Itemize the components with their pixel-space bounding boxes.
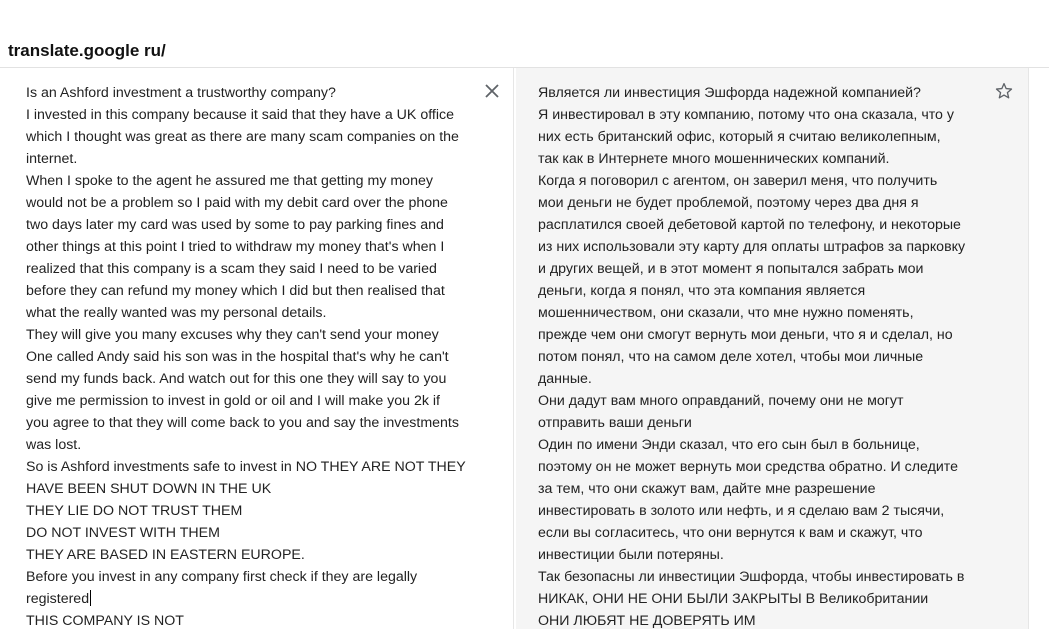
source-line-text: give me permission to invest in gold or oil and I will make you 2k if bbox=[26, 393, 440, 409]
translation-line bbox=[538, 192, 965, 214]
source-line bbox=[26, 104, 466, 126]
translation-line bbox=[538, 478, 965, 500]
source-line-text: They will give you many excuses why they can't send your money bbox=[26, 327, 439, 343]
star-outline-icon[interactable] bbox=[994, 81, 1014, 101]
translation-line-text: НИКАК, ОНИ НЕ ОНИ БЫЛИ ЗАКРЫТЫ В Великобритании bbox=[538, 591, 929, 607]
scrollbar-track[interactable] bbox=[1028, 68, 1049, 629]
translation-line-text: расплатился своей дебетовой картой по телефону, и некоторые bbox=[538, 217, 961, 233]
translation-line bbox=[538, 500, 965, 522]
translation-line-text: отправить ваши деньги bbox=[538, 415, 692, 431]
source-line bbox=[26, 390, 466, 412]
translation-panel bbox=[516, 68, 1028, 629]
source-line bbox=[26, 302, 466, 324]
source-line-text: DO NOT INVEST WITH THEM bbox=[26, 525, 220, 541]
translation-line bbox=[538, 280, 965, 302]
source-line-text: THEY LIE DO NOT TRUST THEM bbox=[26, 503, 243, 519]
source-line-text: send my funds back. And watch out for this one they will say to you bbox=[26, 371, 447, 387]
source-line-text: Before you invest in any company first check if they are legally bbox=[26, 569, 418, 585]
source-line-text: was lost. bbox=[26, 437, 82, 453]
source-line bbox=[26, 214, 466, 236]
translation-line-text: мои деньги не будет проблемой, поэтому через два дня я bbox=[538, 195, 919, 211]
translate-panels bbox=[0, 67, 1049, 629]
source-line-text: registered bbox=[26, 591, 90, 607]
source-line-text: So is Ashford investments safe to invest in NO THEY ARE NOT THEY bbox=[26, 459, 466, 475]
source-line bbox=[26, 456, 466, 478]
translation-line-text: за тем, что они скажут вам, дайте мне разрешение bbox=[538, 481, 876, 497]
translation-line bbox=[538, 104, 965, 126]
translation-line bbox=[538, 434, 965, 456]
source-line bbox=[26, 566, 466, 588]
translation-line bbox=[538, 566, 965, 588]
translation-line bbox=[538, 346, 965, 368]
translation-line-text: них есть британский офис, который я считаю великолепным, bbox=[538, 129, 941, 145]
source-line-text: two days later my card was used by some to pay parking fines and bbox=[26, 217, 444, 233]
translation-line-text: и других вещей, и в этот момент я попытался забрать мои bbox=[538, 261, 924, 277]
source-text[interactable] bbox=[26, 82, 466, 632]
source-line bbox=[26, 324, 466, 346]
translation-line bbox=[538, 148, 965, 170]
source-line-text: THEY ARE BASED IN EASTERN EUROPE. bbox=[26, 547, 305, 563]
close-icon[interactable] bbox=[483, 82, 501, 100]
source-line-text: When I spoke to the agent he assured me that getting my money bbox=[26, 173, 433, 189]
translation-line-text: мошенничеством, они сказали, что мне нужно поменять, bbox=[538, 305, 914, 321]
site-label: translate.google ru/ bbox=[8, 41, 166, 60]
translation-line bbox=[538, 236, 965, 258]
translation-line bbox=[538, 170, 965, 192]
translation-line-text: Я инвестировал в эту компанию, потому что она сказала, что у bbox=[538, 107, 954, 123]
translation-line bbox=[538, 258, 965, 280]
source-line bbox=[26, 522, 466, 544]
translation-line-text: инвестировать в золото или нефть, и я сделаю вам 2 тысячи, bbox=[538, 503, 945, 519]
source-line bbox=[26, 82, 466, 104]
translation-line-text: Когда я поговорил с агентом, он заверил меня, что получить bbox=[538, 173, 938, 189]
translation-line-text: Так безопасны ли инвестиции Эшфорда, чтобы инвестировать в bbox=[538, 569, 965, 585]
translation-line bbox=[538, 522, 965, 544]
source-line bbox=[26, 148, 466, 170]
source-line-text: would not be a problem so I paid with my debit card over the phone bbox=[26, 195, 448, 211]
translation-line bbox=[538, 368, 965, 390]
translation-line-text: Они дадут вам много оправданий, почему они не могут bbox=[538, 393, 904, 409]
translation-line bbox=[538, 456, 965, 478]
source-line bbox=[26, 544, 466, 566]
source-line bbox=[26, 434, 466, 456]
translation-line bbox=[538, 544, 965, 566]
translation-text bbox=[538, 82, 965, 632]
source-line-text: internet. bbox=[26, 151, 78, 167]
source-text-area[interactable] bbox=[10, 68, 514, 629]
source-line-text: THIS COMPANY IS NOT bbox=[26, 613, 184, 629]
translation-line bbox=[538, 412, 965, 434]
source-line-text: which I thought was great as there are many scam companies on the bbox=[26, 129, 459, 145]
source-line bbox=[26, 280, 466, 302]
source-line bbox=[26, 588, 466, 610]
source-line bbox=[26, 258, 466, 280]
translation-line bbox=[538, 214, 965, 236]
translation-line bbox=[538, 390, 965, 412]
translation-line-text: инвестиции были потеряны. bbox=[538, 547, 724, 563]
translation-line bbox=[538, 588, 965, 610]
source-line-text: you agree to that they will come back to you and say the investments bbox=[26, 415, 459, 431]
translation-line-text: из них использовали эту карту для оплаты штрафов за парковку bbox=[538, 239, 966, 255]
source-line bbox=[26, 192, 466, 214]
translation-line bbox=[538, 610, 965, 632]
translation-line-text: так как в Интернете много мошеннических компаний. bbox=[538, 151, 890, 167]
translation-line-text: если вы согласитесь, что они вернутся к вам и скажут, что bbox=[538, 525, 923, 541]
translation-line-text: поэтому он не может вернуть мои средства обратно. И следите bbox=[538, 459, 959, 475]
translation-line-text: ОНИ ЛЮБЯТ НЕ ДОВЕРЯТЬ ИМ bbox=[538, 613, 756, 629]
source-line bbox=[26, 368, 466, 390]
translation-line bbox=[538, 302, 965, 324]
source-line-text: HAVE BEEN SHUT DOWN IN THE UK bbox=[26, 481, 272, 497]
source-line bbox=[26, 412, 466, 434]
source-line bbox=[26, 610, 466, 632]
translation-line-text: Является ли инвестиция Эшфорда надежной компанией? bbox=[538, 85, 921, 101]
source-line-text: One called Andy said his son was in the hospital that's why he can't bbox=[26, 349, 449, 365]
text-cursor bbox=[90, 590, 91, 606]
translation-line-text: Один по имени Энди сказал, что его сын был в больнице, bbox=[538, 437, 920, 453]
translation-line bbox=[538, 82, 965, 104]
translation-line-text: прежде чем они смогут вернуть мои деньги, что я и сделал, но bbox=[538, 327, 953, 343]
translation-line bbox=[538, 126, 965, 148]
source-line-text: realized that this company is a scam they said I need to be varied bbox=[26, 261, 437, 277]
source-line bbox=[26, 500, 466, 522]
source-line bbox=[26, 346, 466, 368]
source-line-text: I invested in this company because it said that they have a UK office bbox=[26, 107, 454, 123]
source-line-text: Is an Ashford investment a trustworthy company? bbox=[26, 85, 336, 101]
source-line bbox=[26, 170, 466, 192]
translation-line-text: данные. bbox=[538, 371, 592, 387]
source-line bbox=[26, 236, 466, 258]
source-line bbox=[26, 478, 466, 500]
translation-line-text: потом понял, что на самом деле хотел, чтобы мои личные bbox=[538, 349, 924, 365]
source-line bbox=[26, 126, 466, 148]
source-line-text: other things at this point I tried to withdraw my money that's when I bbox=[26, 239, 445, 255]
translation-line-text: деньги, когда я понял, что эта компания является bbox=[538, 283, 866, 299]
source-line-text: what the really wanted was my personal details. bbox=[26, 305, 327, 321]
translation-line bbox=[538, 324, 965, 346]
source-line-text: before they can refund my money which I did but then realised that bbox=[26, 283, 445, 299]
